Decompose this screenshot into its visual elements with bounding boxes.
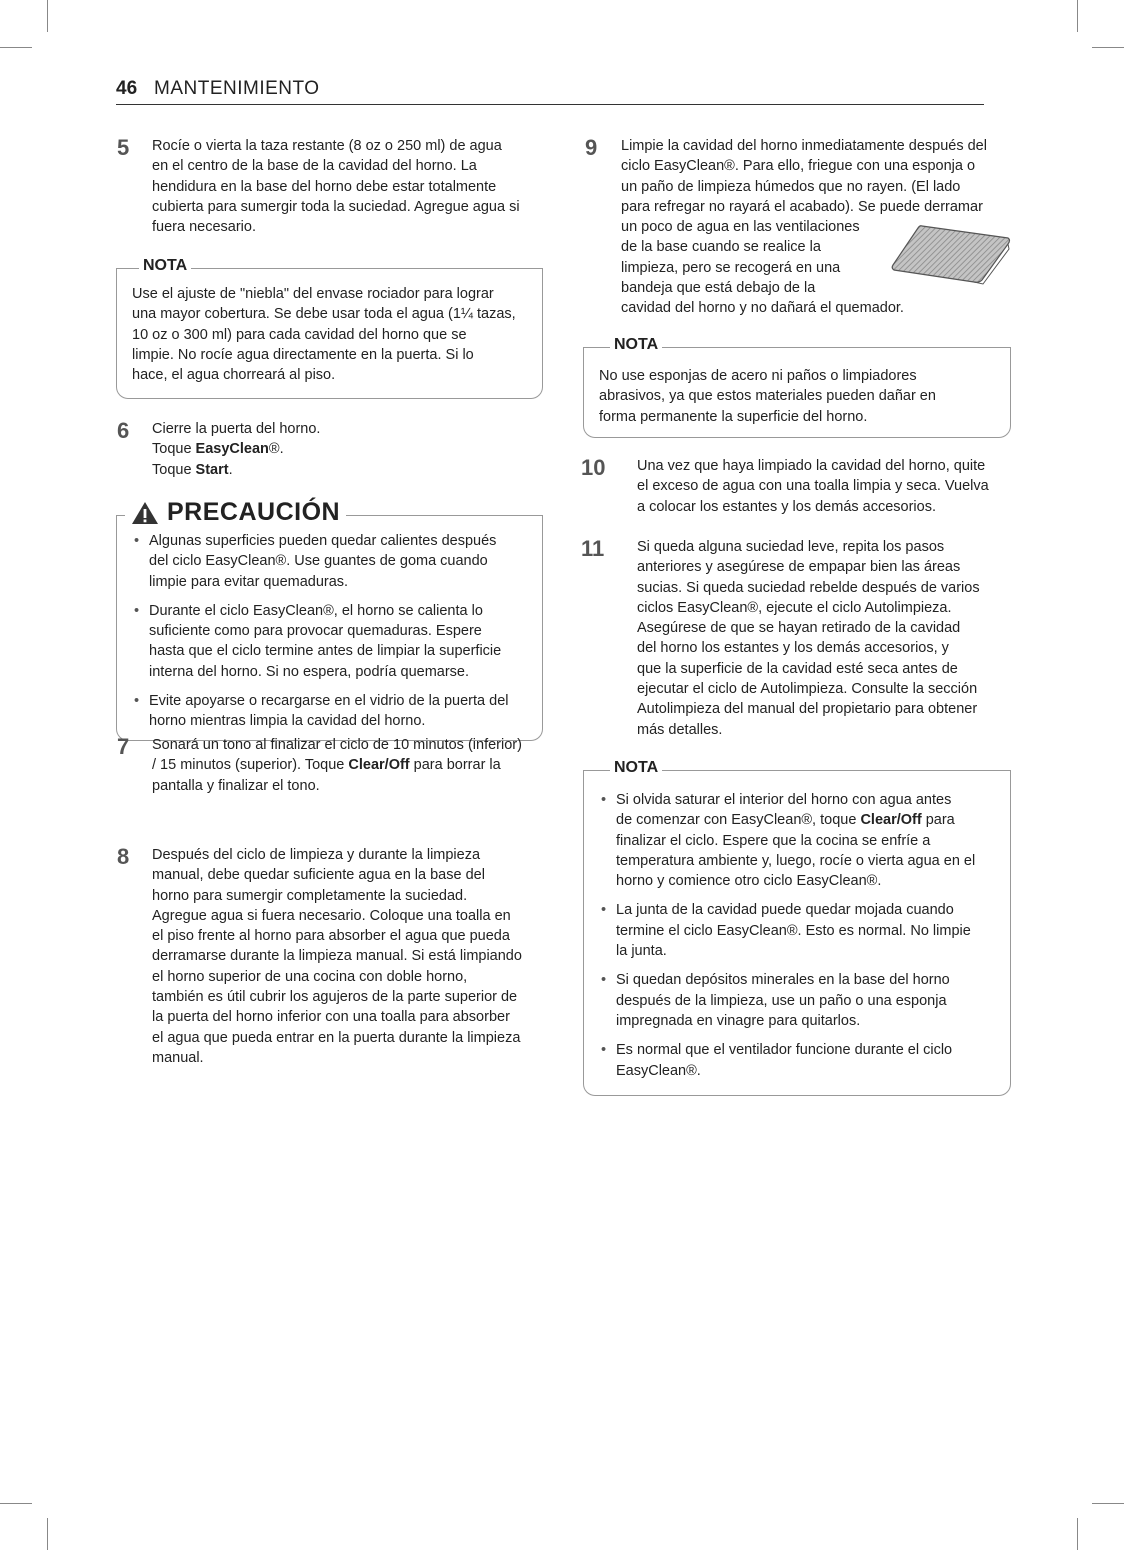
text-line: • Algunas superficies pueden quedar calientes después bbox=[149, 533, 497, 549]
step-10 bbox=[581, 455, 1010, 518]
note-box bbox=[583, 759, 1011, 1096]
text-line: EasyClean®. bbox=[616, 1062, 701, 1079]
text-line: interna del horno. Si no espera, podría quemarse. bbox=[149, 663, 470, 680]
text-line: Autolimpieza del manual del propietario para obtener bbox=[637, 701, 978, 718]
step-number: 9 bbox=[585, 135, 598, 160]
text-line: suficiente como para provocar quemaduras. Espere bbox=[149, 623, 482, 640]
text-line: forma permanente la superficie del horno. bbox=[599, 408, 868, 425]
text-line: pantalla y finalizar el tono. bbox=[152, 777, 320, 794]
text-line: temperatura ambiente y, luego, rocíe o vierta agua en el bbox=[616, 852, 976, 869]
text-fragment: de comenzar con EasyClean®, toque bbox=[616, 812, 861, 829]
text-line: • La junta de la cavidad puede quedar mojada cuando bbox=[616, 902, 954, 919]
text-line: en el centro de la base de la cavidad del horno. La bbox=[152, 158, 477, 175]
step-8 bbox=[116, 845, 546, 1070]
text-line: cubierta para sumergir toda la suciedad. Agregue agua si bbox=[152, 198, 520, 215]
text-line: 10 oz o 300 ml) para cada cavidad del horno que se bbox=[132, 326, 467, 343]
text-fragment: / 15 minutos (superior). Toque bbox=[152, 757, 349, 774]
step-text bbox=[637, 456, 989, 517]
text-line: un paño de limpieza húmedos que no rayen. (El lado bbox=[621, 178, 961, 195]
warning-triangle-icon bbox=[131, 501, 159, 525]
text-line: la puerta del horno inferior con una toalla para absorber bbox=[152, 1009, 510, 1026]
text-fragment: . bbox=[228, 461, 233, 478]
text-line bbox=[152, 460, 320, 480]
note-list bbox=[599, 790, 1005, 1090]
step-number: 6 bbox=[117, 418, 130, 443]
step-text bbox=[152, 735, 522, 796]
list-item bbox=[599, 970, 1005, 1031]
list-item bbox=[132, 531, 537, 592]
step-number: 5 bbox=[117, 135, 130, 160]
note-box bbox=[583, 336, 1011, 438]
crop-mark bbox=[1077, 1518, 1078, 1550]
text-line: del ciclo EasyClean®. Use guantes de goma cuando bbox=[149, 553, 488, 570]
text-line: manual, debe quedar suficiente agua en la base del bbox=[152, 867, 485, 884]
list-item bbox=[599, 900, 1005, 961]
text-line: • Durante el ciclo EasyClean®, el horno se calienta lo bbox=[149, 602, 483, 619]
text-line: el piso frente al horno para absorber el agua que pueda bbox=[152, 928, 510, 945]
text-line: anteriores y asegúrese de empapar bien las áreas bbox=[637, 559, 961, 576]
text-line: • Si olvida saturar el interior del horno con agua antes bbox=[616, 792, 952, 808]
section-title: MANTENIMIENTO bbox=[154, 78, 320, 99]
crop-mark bbox=[0, 47, 32, 48]
crop-mark bbox=[0, 1503, 32, 1504]
step-text bbox=[152, 845, 522, 1068]
text-line: fuera necesario. bbox=[152, 219, 256, 236]
text-line: el exceso de agua con una toalla limpia y seca. Vuelva bbox=[637, 478, 989, 495]
text-line: termine el ciclo EasyClean®. Esto es normal. No limpie bbox=[616, 922, 971, 939]
step-6 bbox=[116, 419, 546, 481]
text-line: a colocar los estantes y los demás accesorios. bbox=[637, 498, 936, 515]
list-item bbox=[132, 601, 537, 682]
text-line: impregnada en vinagre para quitarlos. bbox=[616, 1012, 861, 1029]
text-line: Asegúrese de que se hayan retirado de la cavidad bbox=[637, 620, 961, 637]
text-line: Agregue agua si fuera necesario. Coloque una toalla en bbox=[152, 907, 511, 924]
step-number: 8 bbox=[117, 844, 130, 869]
text-line: cavidad del horno y no dañará el quemador. bbox=[621, 300, 904, 317]
note-text bbox=[132, 284, 516, 385]
text-line: el horno superior de una cocina con doble horno, bbox=[152, 968, 468, 985]
text-line: • Si quedan depósitos minerales en la base del horno bbox=[616, 972, 950, 989]
list-item bbox=[599, 790, 1005, 891]
crop-mark bbox=[1092, 1503, 1124, 1504]
step-text bbox=[152, 136, 520, 237]
list-item bbox=[599, 1040, 1005, 1081]
text-line: limpie para evitar quemaduras. bbox=[149, 573, 349, 590]
text-line: horno y comience otro ciclo EasyClean®. bbox=[616, 873, 882, 890]
text-line: más detalles. bbox=[637, 721, 723, 738]
step-number: 11 bbox=[581, 536, 605, 561]
text-line: Rocíe o vierta la taza restante (8 oz o 250 ml) de agua bbox=[152, 138, 502, 154]
sponge-illustration-icon bbox=[890, 222, 1012, 286]
caution-box bbox=[116, 498, 543, 741]
text-line: • Es normal que el ventilador funcione durante el ciclo bbox=[616, 1042, 953, 1059]
text-line: del horno los estantes y los demás accesorios, y bbox=[637, 640, 949, 657]
step-text bbox=[152, 419, 320, 480]
text-line: • Evite apoyarse o recargarse en el vidrio de la puerta del bbox=[149, 693, 509, 710]
text-line: un poco de agua en las ventilaciones bbox=[621, 219, 860, 236]
text-line bbox=[152, 439, 320, 459]
text-line: hasta que el ciclo termine antes de limpiar la superficie bbox=[149, 643, 502, 660]
caution-title bbox=[125, 498, 346, 527]
text-line: ejecutar el ciclo de Autolimpieza. Consulte la sección bbox=[637, 681, 978, 698]
text-line: la junta. bbox=[616, 943, 667, 960]
step-11 bbox=[581, 536, 1010, 742]
text-line: el agua que pueda entrar en la puerta durante la limpieza bbox=[152, 1029, 521, 1046]
text-fragment: para bbox=[921, 812, 955, 829]
clearoff-label: Clear/Off bbox=[348, 757, 410, 774]
text-line: finalizar el ciclo. Espere que la cocina se enfríe a bbox=[616, 832, 931, 849]
text-line: ciclo EasyClean®. Para ello, friegue con una esponja o bbox=[621, 158, 976, 175]
easyclean-label: EasyClean bbox=[195, 441, 269, 458]
list-item bbox=[132, 691, 537, 732]
note-title: NOTA bbox=[610, 759, 662, 777]
text-line: No use esponjas de acero ni paños o limpiadores bbox=[599, 368, 917, 384]
text-line: ciclos EasyClean®, ejecute el ciclo Autolimpieza. bbox=[637, 599, 952, 616]
text-line: hace, el agua chorreará al piso. bbox=[132, 367, 336, 384]
text-line: horno para sumergir completamente la suciedad. bbox=[152, 887, 468, 904]
text-fragment: para borrar la bbox=[409, 757, 501, 774]
text-line: una mayor cobertura. Se debe usar toda el agua (1¼ tazas, bbox=[132, 306, 516, 323]
step-number: 7 bbox=[117, 734, 130, 759]
text-line: limpieza, pero se recogerá en una bbox=[621, 259, 841, 276]
text-line bbox=[616, 810, 1005, 830]
note-title: NOTA bbox=[139, 257, 191, 275]
caution-title-text: PRECAUCIÓN bbox=[167, 498, 341, 526]
step-number: 10 bbox=[581, 455, 606, 480]
text-line: bandeja que está debajo de la bbox=[621, 280, 816, 297]
text-line bbox=[152, 755, 522, 775]
registered-mark: ® bbox=[268, 441, 280, 458]
text-line: horno mientras limpia la cavidad del horno. bbox=[149, 713, 426, 730]
text-fragment: Toque bbox=[152, 441, 196, 458]
text-line: para refregar no rayará el acabado). Se puede derramar bbox=[621, 198, 983, 215]
text-line: Cierre la puerta del horno. bbox=[152, 421, 321, 437]
start-label: Start bbox=[195, 461, 229, 478]
text-line: abrasivos, ya que estos materiales pueden dañar en bbox=[599, 388, 936, 405]
crop-mark bbox=[47, 1518, 48, 1550]
text-line: hendidura en la base del horno debe estar totalmente bbox=[152, 178, 497, 195]
step-text bbox=[637, 537, 980, 740]
text-line: Después del ciclo de limpieza y durante la limpieza bbox=[152, 847, 481, 863]
text-line: Sonará un tono al finalizar el ciclo de 10 minutos (inferior) bbox=[152, 737, 522, 753]
crop-mark bbox=[47, 0, 48, 32]
crop-mark bbox=[1077, 0, 1078, 32]
text-line: manual. bbox=[152, 1049, 204, 1066]
text-fragment: . bbox=[279, 441, 284, 458]
text-line: que la superficie de la cavidad esté seca antes de bbox=[637, 660, 958, 677]
note-title: NOTA bbox=[610, 336, 662, 354]
text-line: limpie. No rocíe agua directamente en la puerta. Si lo bbox=[132, 346, 474, 363]
step-7 bbox=[116, 735, 546, 797]
note-text bbox=[599, 366, 936, 427]
text-line: Limpie la cavidad del horno inmediatamente después del bbox=[621, 138, 987, 154]
caution-list bbox=[132, 531, 537, 741]
text-line: después de la limpieza, use un paño o una esponja bbox=[616, 992, 947, 1009]
text-line: sucias. Si queda suciedad rebelde después de varios bbox=[637, 579, 980, 596]
text-line: Una vez que haya limpiado la cavidad del horno, quite bbox=[637, 458, 986, 474]
text-line: de la base cuando se realice la bbox=[621, 239, 821, 256]
text-line: también es útil cubrir los agujeros de la parte superior de bbox=[152, 989, 518, 1006]
note-box bbox=[116, 257, 543, 399]
page-header bbox=[116, 76, 984, 105]
clearoff-label: Clear/Off bbox=[860, 812, 922, 829]
text-line: Si queda alguna suciedad leve, repita los pasos bbox=[637, 539, 945, 555]
text-fragment: Toque bbox=[152, 461, 196, 478]
page-number: 46 bbox=[116, 78, 138, 99]
text-line: Use el ajuste de "niebla" del envase rociador para lograr bbox=[132, 286, 494, 302]
crop-mark bbox=[1092, 47, 1124, 48]
step-5 bbox=[116, 136, 546, 241]
text-line: derramarse durante la limpieza manual. Si está limpiando bbox=[152, 948, 522, 965]
